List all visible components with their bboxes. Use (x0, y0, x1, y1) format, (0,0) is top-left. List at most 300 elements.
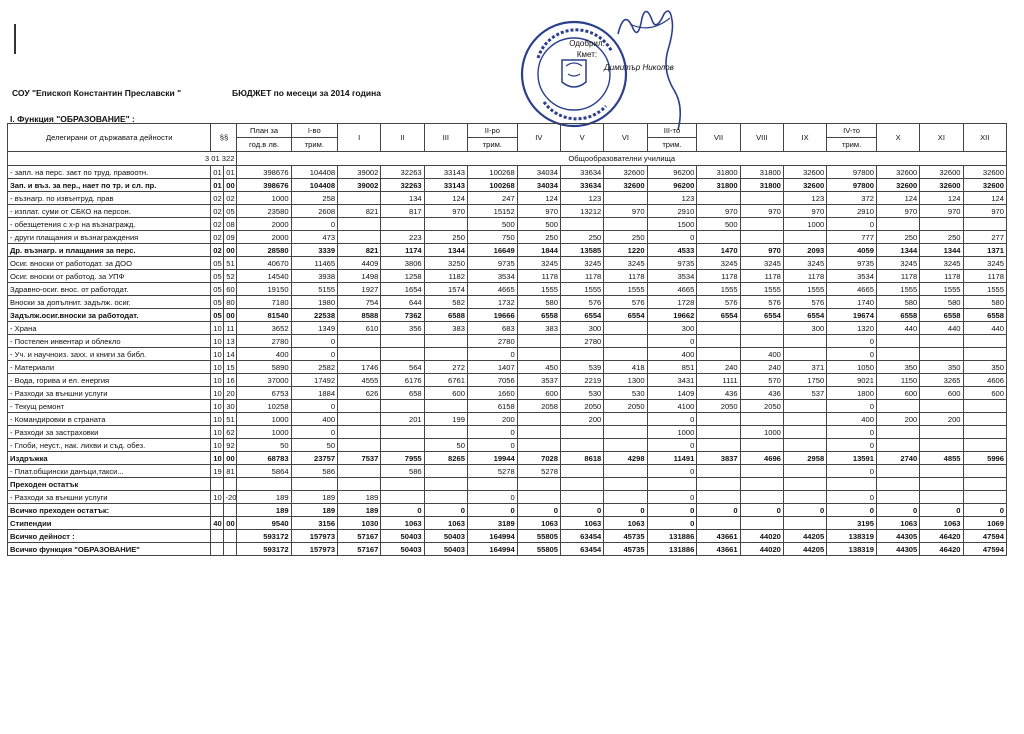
row-value: 1500 (647, 218, 697, 231)
row-value: 3806 (381, 257, 424, 270)
row-value: 6176 (381, 374, 424, 387)
row-value: 1320 (827, 322, 877, 335)
table-row (8, 504, 1007, 517)
row-value: 200 (561, 413, 604, 426)
row-value: 0 (827, 348, 877, 361)
table-row (8, 322, 1007, 335)
row-value: 43661 (697, 543, 740, 556)
row-value: 564 (381, 361, 424, 374)
row-code-group: 10 (211, 426, 224, 439)
row-label: Всичко функция "ОБРАЗОВАНИЕ" (8, 543, 211, 556)
row-value (561, 465, 604, 478)
row-code-group: 05 (211, 270, 224, 283)
row-value: 1660 (467, 387, 517, 400)
row-value: 970 (920, 205, 963, 218)
row-value: 19662 (647, 309, 697, 322)
row-value: 3265 (920, 374, 963, 387)
row-value: 0 (827, 335, 877, 348)
row-value: 223 (381, 231, 424, 244)
row-label: - Командировки в страната (8, 413, 211, 426)
row-value: 576 (783, 296, 826, 309)
row-value: 0 (467, 504, 517, 517)
row-value (561, 478, 604, 491)
row-value: 1980 (291, 296, 338, 309)
row-code-group: 10 (211, 322, 224, 335)
row-value: 7028 (517, 452, 560, 465)
row-value: 6753 (237, 387, 291, 400)
row-code-group: 05 (211, 309, 224, 322)
row-value: 7180 (237, 296, 291, 309)
row-code-item: 16 (224, 374, 237, 387)
row-value (604, 491, 647, 504)
row-value: 5155 (291, 283, 338, 296)
row-value: 440 (920, 322, 963, 335)
row-value (291, 478, 338, 491)
row-value: 240 (740, 361, 783, 374)
row-value (740, 192, 783, 205)
row-code-item: 51 (224, 413, 237, 426)
mayor-label: Кмет: (576, 50, 598, 59)
row-value: 23757 (291, 452, 338, 465)
row-value: 32600 (920, 179, 963, 192)
row-code-item: 00 (224, 517, 237, 530)
row-value: 247 (467, 192, 517, 205)
row-value: 2780 (467, 335, 517, 348)
row-value: 576 (740, 296, 783, 309)
row-value (740, 413, 783, 426)
row-code-item: 11 (224, 322, 237, 335)
col-header-m1: I (338, 124, 381, 152)
row-value: 0 (291, 218, 338, 231)
row-code-item (224, 543, 237, 556)
row-code-group: 10 (211, 335, 224, 348)
row-value (424, 348, 467, 361)
row-value: 3534 (647, 270, 697, 283)
row-value (920, 400, 963, 413)
col-header-q3: III-то (647, 124, 697, 138)
row-code-group: 01 (211, 166, 224, 179)
row-value: 0 (827, 218, 877, 231)
row-value: 2910 (827, 205, 877, 218)
row-value: 582 (424, 296, 467, 309)
row-value: 3534 (827, 270, 877, 283)
row-value: 32600 (963, 166, 1006, 179)
row-value: 2910 (647, 205, 697, 218)
row-label: Др. възнагр. и плащания за перс. (8, 244, 211, 257)
row-value: 124 (963, 192, 1006, 205)
row-value (876, 348, 919, 361)
row-code-group: 01 (211, 179, 224, 192)
row-value (740, 491, 783, 504)
row-label: - Вода, горива и ел. енергия (8, 374, 211, 387)
col-header-m12: XII (963, 124, 1006, 152)
row-value: 134 (381, 192, 424, 205)
row-value: 4100 (647, 400, 697, 413)
col-header-m7: VII (697, 124, 740, 152)
row-value: 189 (291, 504, 338, 517)
row-value: 5996 (963, 452, 1006, 465)
row-value: 1300 (604, 374, 647, 387)
row-label: - Текущ ремонт (8, 400, 211, 413)
col-header-q1-sub: трим. (291, 138, 338, 152)
approval-block (552, 38, 674, 72)
row-value: 4696 (740, 452, 783, 465)
row-label: - Глоби, неуст., нак. лихви и съд. обез. (8, 439, 211, 452)
row-value: 2050 (697, 400, 740, 413)
row-code-item: 01 (224, 166, 237, 179)
row-value: 45735 (604, 543, 647, 556)
row-value: 610 (338, 322, 381, 335)
row-code-item: 00 (224, 244, 237, 257)
row-value: 5278 (517, 465, 560, 478)
approval-label: Одобрил: (569, 39, 605, 48)
row-value (876, 400, 919, 413)
row-value (697, 413, 740, 426)
row-value: 9735 (467, 257, 517, 270)
row-value: 1728 (647, 296, 697, 309)
row-value: 50403 (381, 543, 424, 556)
row-value: 3938 (291, 270, 338, 283)
row-value (338, 478, 381, 491)
row-value: 32600 (604, 166, 647, 179)
row-value: 1000 (740, 426, 783, 439)
row-value: 970 (783, 205, 826, 218)
row-value: 3245 (740, 257, 783, 270)
row-value: 123 (647, 192, 697, 205)
row-value (604, 335, 647, 348)
row-value: 15152 (467, 205, 517, 218)
row-value: 10258 (237, 400, 291, 413)
row-value: 3245 (963, 257, 1006, 270)
row-value: 0 (467, 491, 517, 504)
row-value (381, 400, 424, 413)
row-value (381, 426, 424, 439)
row-value: 1555 (604, 283, 647, 296)
row-value: 586 (381, 465, 424, 478)
col-header-code: §§ (211, 124, 237, 152)
row-label: - Уч. и научноиз. захх. и книги за библ. (8, 348, 211, 361)
row-value: 1063 (381, 517, 424, 530)
row-value (963, 413, 1006, 426)
row-value (381, 491, 424, 504)
row-code-group: 10 (211, 439, 224, 452)
col-header-plan: План за (237, 124, 291, 138)
table-row (8, 218, 1007, 231)
col-header-q4-sub: трим. (827, 138, 877, 152)
row-code-item (224, 504, 237, 517)
row-value: 31800 (697, 166, 740, 179)
row-value: 440 (963, 322, 1006, 335)
row-value: 16649 (467, 244, 517, 257)
row-value (697, 478, 740, 491)
section-code: 3 01 322 (8, 152, 237, 166)
row-value: 2058 (517, 400, 560, 413)
row-value: 0 (604, 504, 647, 517)
row-value (697, 335, 740, 348)
row-value: 96200 (647, 166, 697, 179)
row-value: 5890 (237, 361, 291, 374)
row-value (963, 218, 1006, 231)
scan-mark (14, 24, 16, 54)
col-header-m10: X (876, 124, 919, 152)
row-value: 201 (381, 413, 424, 426)
row-value: 6554 (604, 309, 647, 322)
row-value (963, 335, 1006, 348)
table-row (8, 426, 1007, 439)
table-row (8, 179, 1007, 192)
row-value: 300 (647, 322, 697, 335)
row-value: 570 (740, 374, 783, 387)
row-value: 6558 (920, 309, 963, 322)
col-header-m4: IV (517, 124, 560, 152)
col-header-m6: VI (604, 124, 647, 152)
row-code-group (211, 543, 224, 556)
row-code-item: 05 (224, 205, 237, 218)
row-value: 123 (783, 192, 826, 205)
row-value: 3837 (697, 452, 740, 465)
table-row (8, 478, 1007, 491)
row-value: 6554 (561, 309, 604, 322)
row-value: 131886 (647, 530, 697, 543)
row-value (381, 348, 424, 361)
row-value: 0 (467, 426, 517, 439)
row-value: 0 (963, 504, 1006, 517)
row-value: 3156 (291, 517, 338, 530)
row-value: 1178 (604, 270, 647, 283)
row-value: 32600 (604, 179, 647, 192)
row-value: 3534 (467, 270, 517, 283)
row-value: 0 (291, 426, 338, 439)
row-value: 3245 (604, 257, 647, 270)
col-header-q3-sub: трим. (647, 138, 697, 152)
row-value (561, 439, 604, 452)
row-value (338, 348, 381, 361)
row-value (604, 192, 647, 205)
row-label: Преходен остатък (8, 478, 211, 491)
row-label: Вноски за допълнит. задълж. осиг. (8, 296, 211, 309)
row-value (424, 478, 467, 491)
row-value: 104408 (291, 166, 338, 179)
row-value (338, 231, 381, 244)
row-value (424, 218, 467, 231)
row-value: 2000 (237, 218, 291, 231)
row-value: 0 (647, 465, 697, 478)
table-row (8, 192, 1007, 205)
row-value (920, 426, 963, 439)
row-value: 44305 (876, 530, 919, 543)
row-value: 250 (920, 231, 963, 244)
row-value: 1732 (467, 296, 517, 309)
row-value: 0 (291, 348, 338, 361)
row-value: 851 (647, 361, 697, 374)
row-value: 3245 (697, 257, 740, 270)
row-value: 754 (338, 296, 381, 309)
row-value: 350 (876, 361, 919, 374)
row-value: 1555 (697, 283, 740, 296)
row-value: 3245 (517, 257, 560, 270)
row-code-item: 00 (224, 309, 237, 322)
row-label: - Разходи за застраховки (8, 426, 211, 439)
row-value (561, 491, 604, 504)
row-value (697, 348, 740, 361)
row-value: 250 (517, 231, 560, 244)
row-value: 6761 (424, 374, 467, 387)
row-value (338, 335, 381, 348)
row-value: 821 (338, 244, 381, 257)
row-code-item: 09 (224, 231, 237, 244)
col-header-m5: V (561, 124, 604, 152)
row-code-group: 10 (211, 374, 224, 387)
row-value: 300 (783, 322, 826, 335)
row-value: 17492 (291, 374, 338, 387)
row-value: 1344 (424, 244, 467, 257)
row-value (697, 465, 740, 478)
row-label: Осиг. вноски от работодат. за ДОО (8, 257, 211, 270)
row-value: 44305 (876, 543, 919, 556)
row-value: 39002 (338, 179, 381, 192)
row-value: 6554 (697, 309, 740, 322)
row-value: 0 (647, 504, 697, 517)
row-value: 37000 (237, 374, 291, 387)
row-value: 2000 (237, 231, 291, 244)
row-value: 199 (424, 413, 467, 426)
row-value: 3245 (876, 257, 919, 270)
row-value: 1174 (381, 244, 424, 257)
row-value (740, 322, 783, 335)
row-code-group: 02 (211, 192, 224, 205)
row-value: 3652 (237, 322, 291, 335)
row-value: 0 (291, 400, 338, 413)
row-value: 3431 (647, 374, 697, 387)
row-value: 100268 (467, 166, 517, 179)
row-value: 6588 (424, 309, 467, 322)
row-value: 8588 (338, 309, 381, 322)
row-value: 1470 (697, 244, 740, 257)
row-value (381, 439, 424, 452)
row-value: 0 (424, 504, 467, 517)
row-value: 1178 (561, 270, 604, 283)
row-value (338, 218, 381, 231)
row-value: 0 (827, 504, 877, 517)
row-value: 258 (291, 192, 338, 205)
row-value: 189 (338, 504, 381, 517)
row-value: 1344 (920, 244, 963, 257)
row-value (740, 439, 783, 452)
row-value: 0 (740, 504, 783, 517)
row-code-group: 05 (211, 257, 224, 270)
row-label: - запл. на перс. заєт по труд. правоотн. (8, 166, 211, 179)
row-value: 34034 (517, 166, 560, 179)
row-code-item: 20 (224, 387, 237, 400)
row-value: 1555 (963, 283, 1006, 296)
row-value: 164994 (467, 530, 517, 543)
row-value: 300 (561, 322, 604, 335)
row-value: 50 (424, 439, 467, 452)
table-row (8, 166, 1007, 179)
row-value: 0 (647, 439, 697, 452)
row-value: 0 (291, 335, 338, 348)
row-value: 1030 (338, 517, 381, 530)
row-value (920, 218, 963, 231)
row-value: 0 (827, 426, 877, 439)
row-value: 1000 (647, 426, 697, 439)
table-row (8, 270, 1007, 283)
row-value: 6554 (740, 309, 783, 322)
row-value: 157973 (291, 543, 338, 556)
row-value: 44020 (740, 543, 783, 556)
row-value (783, 231, 826, 244)
row-value: 436 (740, 387, 783, 400)
row-value: 31800 (740, 166, 783, 179)
row-value: 1555 (920, 283, 963, 296)
row-value: 57167 (338, 543, 381, 556)
row-value: 3245 (920, 257, 963, 270)
row-value (963, 465, 1006, 478)
row-value: 400 (237, 348, 291, 361)
row-label: Стипендии (8, 517, 211, 530)
row-value: 2958 (783, 452, 826, 465)
row-value (338, 439, 381, 452)
row-value: 11491 (647, 452, 697, 465)
row-value: 450 (517, 361, 560, 374)
row-value (920, 348, 963, 361)
row-value: 500 (697, 218, 740, 231)
row-code-item: 60 (224, 283, 237, 296)
row-value (697, 426, 740, 439)
table-row (8, 452, 1007, 465)
row-value: 19150 (237, 283, 291, 296)
row-value: 1800 (827, 387, 877, 400)
row-value (963, 400, 1006, 413)
row-value: 9735 (827, 257, 877, 270)
row-value: 1178 (920, 270, 963, 283)
row-value (517, 478, 560, 491)
row-value: 683 (467, 322, 517, 335)
row-value: 200 (467, 413, 517, 426)
row-value: 23580 (237, 205, 291, 218)
row-code-group: 10 (211, 452, 224, 465)
row-value: 400 (647, 348, 697, 361)
row-value: 1063 (920, 517, 963, 530)
row-value (697, 517, 740, 530)
row-label: Здравно-осиг. внос. от работодат. (8, 283, 211, 296)
row-value: 250 (561, 231, 604, 244)
row-value: 250 (424, 231, 467, 244)
row-code-group: 05 (211, 283, 224, 296)
row-value: 400 (740, 348, 783, 361)
row-value (876, 426, 919, 439)
row-code-group: 10 (211, 348, 224, 361)
row-value: 5864 (237, 465, 291, 478)
row-value (920, 335, 963, 348)
row-value: 970 (740, 244, 783, 257)
row-value: 1884 (291, 387, 338, 400)
row-value (783, 517, 826, 530)
row-value (783, 478, 826, 491)
row-value: 97800 (827, 179, 877, 192)
row-value: 4855 (920, 452, 963, 465)
row-value: 14540 (237, 270, 291, 283)
row-value: 46420 (920, 543, 963, 556)
row-value: 9735 (647, 257, 697, 270)
row-value: 100268 (467, 179, 517, 192)
row-value: 250 (604, 231, 647, 244)
row-value: 68783 (237, 452, 291, 465)
row-value: 123 (561, 192, 604, 205)
row-value: 600 (963, 387, 1006, 400)
row-value: 817 (381, 205, 424, 218)
row-code-group (211, 504, 224, 517)
